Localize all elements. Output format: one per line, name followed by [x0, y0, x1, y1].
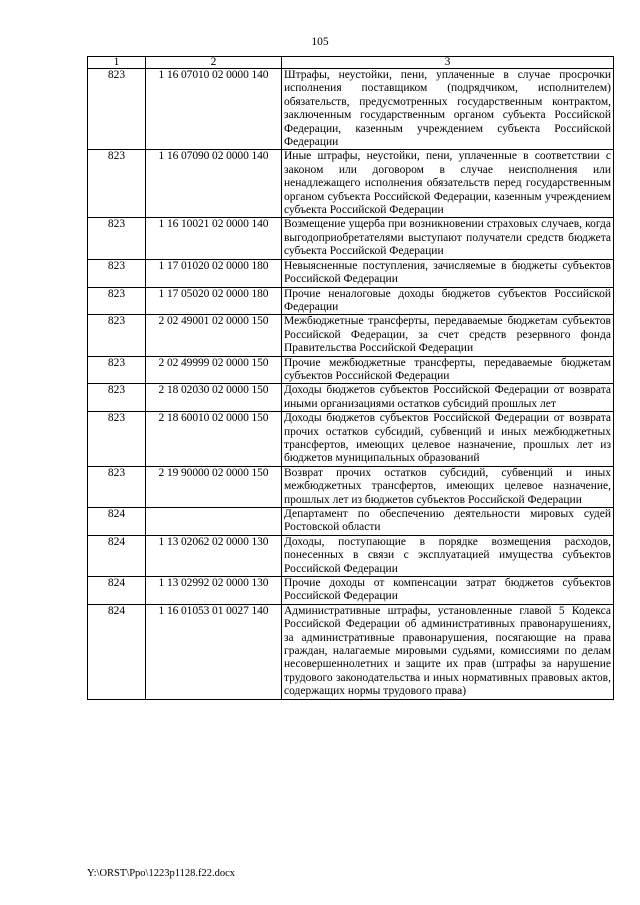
revenue-description-cell: Невыясненные поступления, зачисляемые в бюджеты субъектов Российской Федерации [282, 259, 614, 287]
revenue-code-cell: 1 13 02992 02 0000 130 [146, 577, 282, 605]
revenue-code-cell [146, 508, 282, 536]
revenue-description-cell: Доходы бюджетов субъектов Российской Федерации от возврата иными организациями остатков субсидий прошлых лет [282, 384, 614, 412]
table-row [88, 356, 614, 384]
revenue-code-cell: 2 02 49999 02 0000 150 [146, 356, 282, 384]
table-row [88, 466, 614, 507]
revenue-description-cell: Административные штрафы, установленные главой 5 Кодекса Российской Федерации об административных правонарушениях, за административные правонарушения, посягающие на права граждан, налагаемые мировыми судьями, комиссиями по делам несовершеннолетних и защите их прав (штрафы за нарушение трудового законодательства и иных нормативных правовых актов, содержащих нормы трудового права) [282, 604, 614, 699]
admin-code-cell: 823 [88, 412, 146, 467]
header-col-2: 2 [146, 57, 282, 69]
revenue-code-cell: 1 16 07010 02 0000 140 [146, 69, 282, 150]
admin-code-cell: 823 [88, 466, 146, 507]
revenue-code-cell: 1 16 07090 02 0000 140 [146, 150, 282, 218]
revenue-description-cell: Департамент по обеспечению деятельности мировых судей Ростовской области [282, 508, 614, 536]
table-row [88, 604, 614, 699]
table-row [88, 577, 614, 605]
table-header-row [88, 57, 614, 69]
revenue-description-cell: Штрафы, неустойки, пени, уплаченные в случае просрочки исполнения поставщиком (подрядчиком, исполнителем) обязательств, предусмотренных государственным контрактом, заключенным государственным органом субъекта Российской Федерации, казенным учреждением субъекта Российской Федерации [282, 69, 614, 150]
revenue-codes-table [87, 56, 614, 700]
table-row [88, 315, 614, 356]
table-row [88, 259, 614, 287]
admin-code-cell: 823 [88, 315, 146, 356]
revenue-description-cell: Прочие доходы от компенсации затрат бюджетов субъектов Российской Федерации [282, 577, 614, 605]
table-row [88, 412, 614, 467]
admin-code-cell: 823 [88, 384, 146, 412]
revenue-code-cell: 2 18 02030 02 0000 150 [146, 384, 282, 412]
admin-code-cell: 823 [88, 287, 146, 315]
table-row [88, 535, 614, 576]
admin-code-cell: 824 [88, 577, 146, 605]
table-row [88, 69, 614, 150]
admin-code-cell: 823 [88, 218, 146, 259]
revenue-code-cell: 2 18 60010 02 0000 150 [146, 412, 282, 467]
table-row [88, 150, 614, 218]
revenue-description-cell: Межбюджетные трансферты, передаваемые бюджетам субъектов Российской Федерации, за счет средств резервного фонда Правительства Российской Федерации [282, 315, 614, 356]
revenue-code-cell: 1 17 01020 02 0000 180 [146, 259, 282, 287]
revenue-description-cell: Доходы бюджетов субъектов Российской Федерации от возврата прочих остатков субсидий, субвенций и иных межбюджетных трансфертов, имеющих целевое назначение, прошлых лет из бюджетов муниципальных образований [282, 412, 614, 467]
revenue-description-cell: Прочие неналоговые доходы бюджетов субъектов Российской Федерации [282, 287, 614, 315]
admin-code-cell: 824 [88, 604, 146, 699]
file-path-footer: Y:\ORST\Ppo\1223p1128.f22.docx [87, 868, 235, 879]
table-row [88, 287, 614, 315]
table-row [88, 508, 614, 536]
header-col-1: 1 [88, 57, 146, 69]
admin-code-cell: 823 [88, 356, 146, 384]
revenue-code-cell: 2 02 49001 02 0000 150 [146, 315, 282, 356]
admin-code-cell: 823 [88, 69, 146, 150]
revenue-code-cell: 2 19 90000 02 0000 150 [146, 466, 282, 507]
revenue-code-cell: 1 16 01053 01 0027 140 [146, 604, 282, 699]
revenue-description-cell: Доходы, поступающие в порядке возмещения расходов, понесенных в связи с эксплуатацией имущества субъектов Российской Федерации [282, 535, 614, 576]
revenue-code-cell: 1 13 02062 02 0000 130 [146, 535, 282, 576]
revenue-description-cell: Возврат прочих остатков субсидий, субвенций и иных межбюджетных трансфертов, имеющих целевое назначение, прошлых лет из бюджетов субъектов Российской Федерации [282, 466, 614, 507]
table-row [88, 384, 614, 412]
table-row [88, 218, 614, 259]
admin-code-cell: 824 [88, 535, 146, 576]
revenue-description-cell: Иные штрафы, неустойки, пени, уплаченные в соответствии с законом или договором в случае неисполнения или ненадлежащего исполнения обязательств перед государственным органом субъекта Российской Федерации, казенным учреждением субъекта Российской Федерации [282, 150, 614, 218]
revenue-description-cell: Прочие межбюджетные трансферты, передаваемые бюджетам субъектов Российской Федерации [282, 356, 614, 384]
admin-code-cell: 823 [88, 259, 146, 287]
header-col-3: 3 [282, 57, 614, 69]
revenue-code-cell: 1 17 05020 02 0000 180 [146, 287, 282, 315]
admin-code-cell: 823 [88, 150, 146, 218]
revenue-code-cell: 1 16 10021 02 0000 140 [146, 218, 282, 259]
revenue-description-cell: Возмещение ущерба при возникновении страховых случаев, когда выгодоприобретателями выступают получатели средств бюджета субъекта Российской Федерации [282, 218, 614, 259]
admin-code-cell: 824 [88, 508, 146, 536]
page-number: 105 [311, 36, 329, 48]
